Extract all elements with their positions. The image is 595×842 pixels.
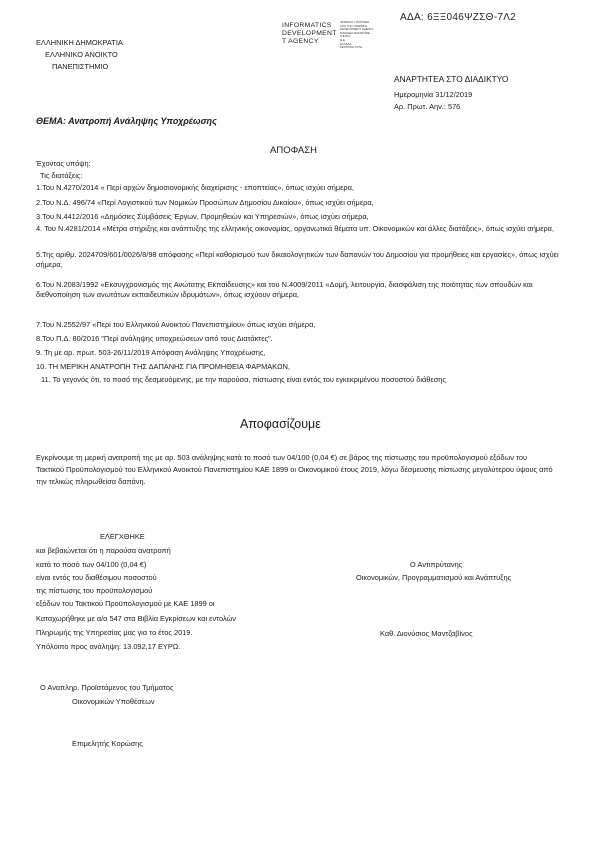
verification-balance: Υπόλοιπο προς ανάληψη: 13.092,17 ΕΥΡΩ.: [36, 642, 181, 651]
logo-title-2: DEVELOPMENT: [282, 30, 337, 37]
resolve-title: Αποφασίζουμε: [240, 417, 321, 431]
resolve-text: Εγκρίνουμε τη μερική ανατροπή της με αρ. 503 ανάληψης κατά το ποσό των 04/100 (0,04 €) σε βάρος της πίστωσης του προϋπολογισμού εξόδων του Τακτικού Προϋπολογισμού του Ελληνικού Ανοικτού Πανεπιστημίου ΚΑΕ 1899 οι Οικονομικού έτους 2019, λόγω δέσμευσης πίστωσης μεγαλύτερου ύψους από την τελικώς πληρωθείσα δαπάνη.: [36, 453, 553, 486]
org-line-university-1: ΕΛΛΗΝΙΚΟ ΑΝΟΙΚΤΟ: [45, 50, 118, 59]
verification-line: της πίστωσης του προϋπολογισμού: [36, 586, 153, 595]
considering-item-10: 10. ΤΗ ΜΕΡΙΚΗ ΑΝΑΤΡΟΠΗ ΤΗΣ ΔΑΠΑΝΗΣ ΓΙΑ ΠΡΟΜΗΘΕΙΑ ΦΑΡΜΑΚΩΝ,: [36, 362, 290, 371]
stamp-line: DIAVGEIA SIGNATURE: [340, 30, 370, 35]
logo-title-3: T AGENCY: [282, 38, 319, 45]
signature-stamp: [340, 21, 374, 50]
considering-item-6: 6.Του Ν.2083/1992 «Εκσυγχρονισμός της Ανώτατης Εκπαίδευσης» και του Ν.4009/2011 «Δομή, λειτουργία, διασφάλιση της ποιότητας των σπουδών και διεθνοποίηση των ανωτάτων εκπαιδευτικών ιδρυμάτων», όπως ισχύουν σήμερα,: [36, 280, 533, 299]
verification-line: και βεβαιώνεται ότι η παρούσα ανατροπή: [36, 546, 171, 555]
verification-title: ΕΛΕΓΧΘΗΚΕ: [100, 532, 145, 541]
curator-name: Επιμελητής Κορώσης: [72, 739, 143, 748]
verification-line: Καταχωρήθηκε με α/α 547 στα Βιβλία Εγκρίσεων και εντολών: [36, 614, 236, 623]
head-line-2: Οικονομικών Υποθέσεων: [72, 697, 155, 706]
head-line-1: Ο Αναπληρ. Προϊστάμενος του Τμήματος: [40, 683, 174, 692]
signatory-department: Οικονομικών, Προγραμματισμού και Ανάπτυξης: [356, 573, 512, 582]
signatory-name: Καθ. Διονύσιος Μαντζαβίνος: [380, 629, 473, 638]
considering-item-1: 1.Του Ν.4270/2014 « Περί αρχών δημοσιονομικής διαχείρισης - εποπτείας», όπως ισχύει σήμερα,: [36, 183, 354, 192]
considering-item-7: 7.Του Ν.2552/97 «Περί του Ελληνικού Ανοικτού Πανεπιστημίου» όπως ισχύει σήμερα,: [36, 320, 316, 329]
considering-item-3: 3.Του Ν.4412/2016 «Δημόσιες Συμβάσεις Έργων, Προμηθειών και Υπηρεσιών», όπως ισχύει σήμερα,: [36, 212, 369, 221]
stamp-line: ΑΠΟ ΤΗΝ ΥΠΗΡΕΣΙΑ: [340, 23, 368, 28]
verification-line: είναι εντός του διαθέσιμου ποσοστού: [36, 573, 157, 582]
considering-item-4: 4. Του Ν.4281/2014 «Μέτρα στήριξης και ανάπτυξης της ελληνικής οικονομίας, οργανωτικά θέματα υπ. Οικονομικών και άλλες διατάξεις», όπως ισχύει σήμερα,: [36, 224, 555, 233]
considering-label: Έχοντας υπόψη:: [36, 159, 91, 168]
org-line-democracy: ΕΛΛΗΝΙΚΗ ΔΗΜΟΚΡΑΤΙΑ: [36, 38, 123, 47]
protocol-number: Αρ. Πρωτ. Αην.: 576: [394, 102, 461, 111]
verification-line: κατά το ποσό των 04/100 (0,04 €): [36, 560, 147, 569]
stamp-line: ΕΛΛΑΔΑ: [340, 41, 352, 46]
verification-line: εξόδων του Τακτικού Προϋπολογισμού με ΚΑΕ 1899 οι: [36, 599, 215, 608]
stamp-line: Θ.Ε.: [340, 37, 346, 42]
stamp-line: ΚΕΝΤΡΙΚΗ ΠΥΛΗ: [340, 45, 363, 50]
stamp-line: DEVELOPMENT AGENCY: [340, 27, 374, 32]
considering-item-5: 5.Της αριθμ. 2024709/601/0026/8/98 απόφασης «Περί καθορισμού των δικαιολογητικών των δαπανών του Δημοσίου για προμήθειες και εργασίες», όπως ισχύει σήμερα,: [36, 250, 559, 269]
considering-item-8: 8.Του Π.Δ. 80/2016 "Περί ανάληψης υποχρεώσεων από τους Διατάκτες".: [36, 334, 273, 343]
stamp-line: ΓΝΗΣΙΟ: [340, 34, 351, 39]
document-date: Ημερομηνία 31/12/2019: [394, 90, 473, 99]
considering-item-11: 11. Το γεγονός ότι, το ποσό της δεσμευόμενης, με την παρούσα, πίστωσης είναι εντός του εγκεκριμένου ποσοστού διάθεσης: [41, 375, 446, 384]
subject-line: ΘΕΜΑ: Ανατροπή Ανάληψης Υποχρέωσης: [36, 116, 217, 126]
ada-code: ΑΔΑ: 6ΞΞ046ΨΖΣΘ-7Λ2: [400, 12, 517, 23]
considering-item-2: 2.Του Ν.Δ. 496/74 «Περί Λογιστικού των Νομικών Προσώπων Δημοσίου Δικαίου», όπως ισχύει σήμερα,: [36, 198, 374, 207]
publish-online-label: ΑΝΑΡΤΗΤΕΑ ΣΤΟ ΔΙΑΔΙΚΤΥΟ: [394, 74, 509, 84]
considering-sublabel: Τις διατάξεις:: [40, 171, 83, 180]
org-line-university-2: ΠΑΝΕΠΙΣΤΗΜΙΟ: [52, 62, 109, 71]
signatory-role: Ο Αντιπρύτανης: [410, 560, 463, 569]
decision-title: ΑΠΟΦΑΣΗ: [270, 145, 317, 156]
stamp-line: ΨΗΦΙΑΚΗ ΥΠΟΓΡΑΦΗ: [340, 20, 370, 24]
logo-title-1: INFORMATICS: [282, 22, 332, 29]
considering-item-9: 9. Τη με αρ. πρωτ. 503-26/11/2019 Απόφαση Ανάληψης Υποχρέωσης,: [36, 348, 266, 357]
verification-line: Πληρωμής της Υπηρεσίας μας για το έτος 2019.: [36, 628, 193, 637]
